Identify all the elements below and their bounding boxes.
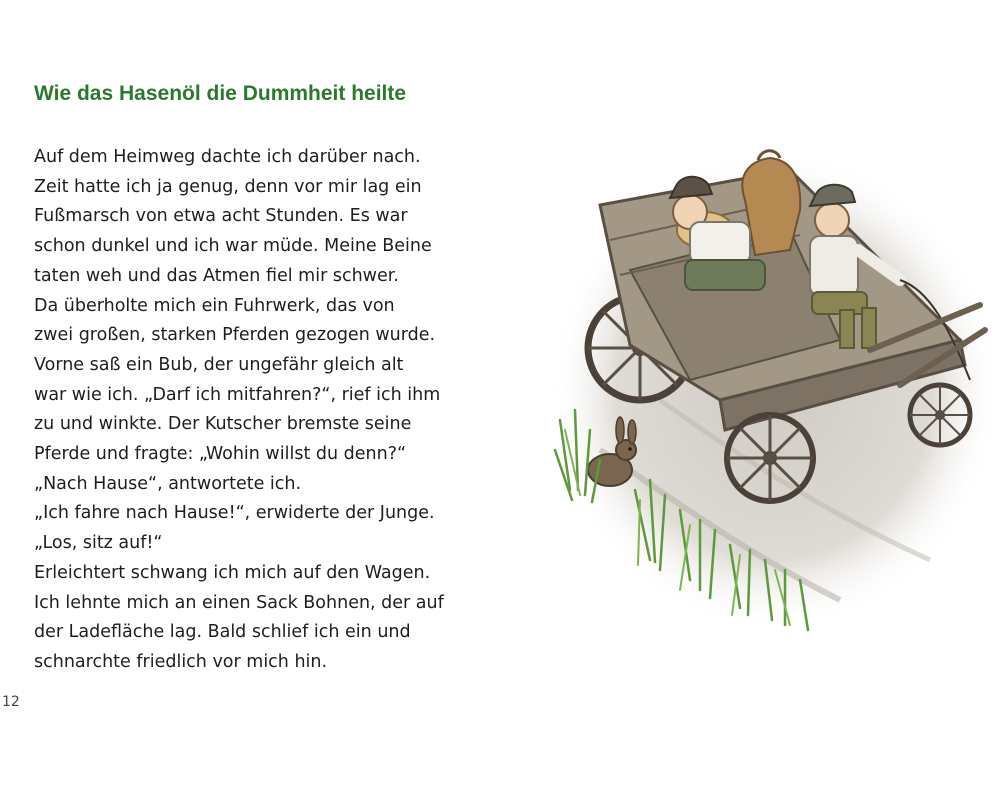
text-line: zu und winkte. Der Kutscher bremste seine	[34, 414, 412, 435]
text-line: Erleichtert schwang ich mich auf den Wagen.	[34, 562, 431, 583]
text-line: Ich lehnte mich an einen Sack Bohnen, der auf	[34, 592, 444, 613]
text-line: zwei großen, starken Pferden gezogen wurde.	[34, 325, 436, 346]
text-line: Da überholte mich ein Fuhrwerk, das von	[34, 295, 395, 316]
text-line: war wie ich. „Darf ich mitfahren?“, rief ich ihm	[34, 384, 441, 405]
text-line: „Ich fahre nach Hause!“, erwiderte der Junge.	[34, 503, 435, 524]
text-line: „Nach Hause“, antwortete ich.	[34, 473, 302, 494]
wagon-wheel	[910, 385, 970, 445]
text-line: der Ladefläche lag. Bald schlief ich ein und	[34, 622, 411, 643]
cart-illustration	[540, 130, 1000, 650]
text-line: Fußmarsch von etwa acht Stunden. Es war	[34, 206, 408, 227]
page-title: Wie das Hasenöl die Dummheit heilte	[34, 82, 407, 105]
text-line: Vorne saß ein Bub, der ungefähr gleich alt	[34, 354, 404, 375]
wagon-wheel	[727, 415, 813, 501]
text-line: Auf dem Heimweg dachte ich darüber nach.	[34, 147, 421, 167]
text-line: taten weh und das Atmen fiel mir schwer.	[34, 265, 399, 286]
text-line: schnarchte friedlich vor mich hin.	[34, 651, 328, 672]
story-text	[34, 143, 464, 678]
page-number: 12	[2, 694, 20, 710]
text-line: Zeit hatte ich ja genug, denn vor mir lag ein	[34, 176, 422, 197]
text-line: Pferde und fragte: „Wohin willst du denn?“	[34, 444, 407, 465]
text-line: schon dunkel und ich war müde. Meine Beine	[34, 236, 432, 257]
text-line: „Los, sitz auf!“	[34, 533, 163, 554]
